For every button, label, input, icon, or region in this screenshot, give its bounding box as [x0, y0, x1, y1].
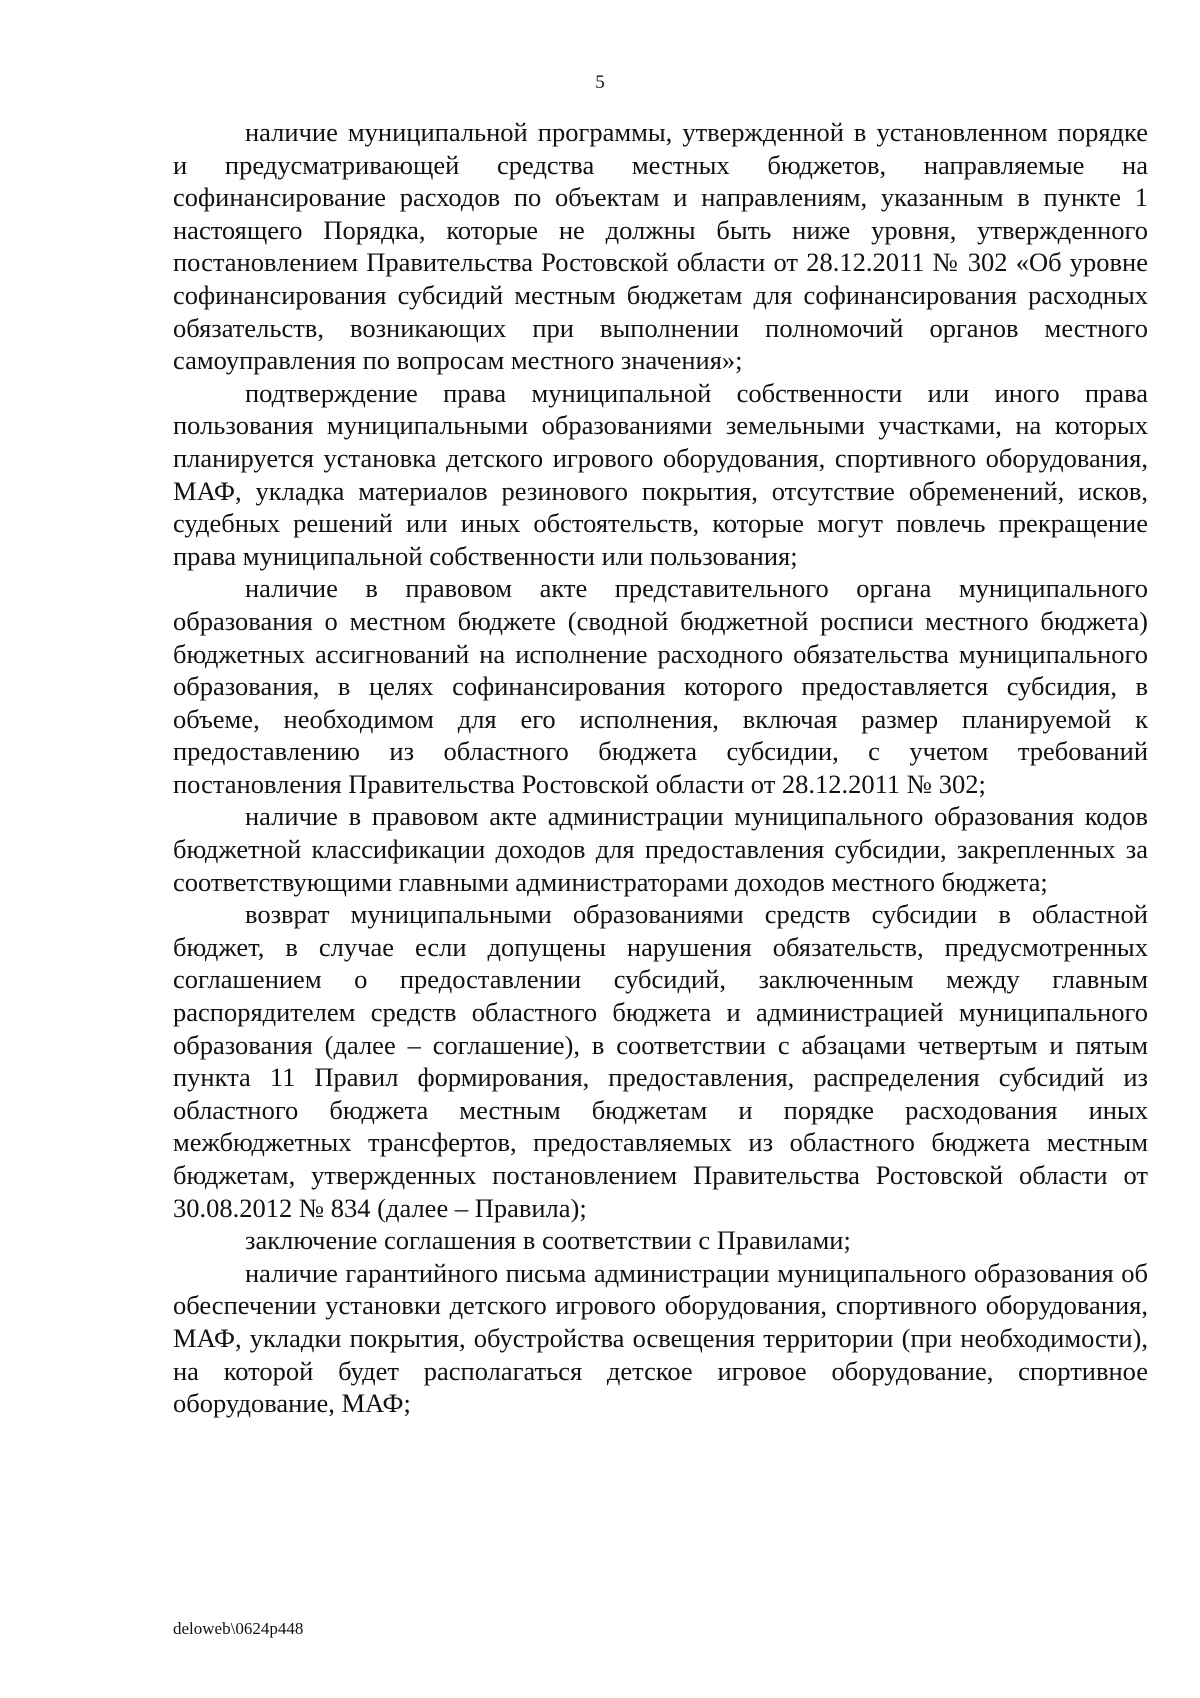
paragraph-budget-classification-codes: наличие в правовом акте администрации муниципального образования кодов бюджетной классификации доходов для предоставления субсидии, закрепленных за соответствующими главными администраторами доходов местного бюджета; [173, 801, 1148, 897]
paragraph-municipal-program: наличие муниципальной программы, утвержденной в установленном порядке и предусматривающей средства местных бюджетов, направляемые на софинансирование расходов по объектам и направлениям, указанным в пункте 1 настоящего Порядка, которые не должны быть ниже уровня, утвержденного постановлением Правительства Ростовской области от 28.12.2011 № 302 «Об уровне софинансирования субсидий местным бюджетам для софинансирования расходных обязательств, возникающих при выполнении полномочий органов местного самоуправления по вопросам местного значения»; [173, 117, 1148, 376]
paragraph-property-rights: подтверждение права муниципальной собственности или иного права пользования муниципальными образованиями земельными участками, на которых планируется установка детского игрового оборудования, спортивного оборудования, МАФ, укладка материалов резинового покрытия, отсутствие обременений, исков, судебных решений или иных обстоятельств, которые могут повлечь прекращение права муниципальной собственности или пользования; [173, 377, 1148, 571]
paragraph-guarantee-letter: наличие гарантийного письма администрации муниципального образования об обеспечении установки детского игрового оборудования, спортивного оборудования, МАФ, укладки покрытия, обустройства освещения территории (при необходимости), на которой будет располагаться детское игровое оборудование, спортивное оборудование, МАФ; [173, 1257, 1148, 1419]
document-body [173, 116, 1148, 1420]
page-number: 5 [595, 72, 605, 93]
paragraph-agreement-conclusion: заключение соглашения в соответствии с Правилами; [245, 1225, 851, 1256]
paragraph-budget-allocations: наличие в правовом акте представительного органа муниципального образования о местном бюджете (сводной бюджетной росписи местного бюджета) бюджетных ассигнований на исполнение расходного обязательства муниципального образования, в целях софинансирования которого предоставляется субсидия, в объеме, необходимом для его исполнения, включая размер планируемой к предоставлению из областного бюджета субсидии, с учетом требований постановления Правительства Ростовской области от 28.12.2011 № 302; [173, 573, 1148, 799]
paragraph-subsidy-return: возврат муниципальными образованиями средств субсидии в областной бюджет, в случае если допущены нарушения обязательств, предусмотренных соглашением о предоставлении субсидий, заключенным между главным распорядителем средств областного бюджета и администрацией муниципального образования (далее – соглашение), в соответствии с абзацами четвертым и пятым пункта 11 Правил формирования, предоставления, распределения субсидий из областного бюджета местным бюджетам и порядке расходования иных межбюджетных трансфертов, предоставляемых из областного бюджета местным бюджетам, утвержденных постановлением Правительства Ростовской области от 30.08.2012 № 834 (далее – Правила); [173, 899, 1148, 1223]
footer-document-code: deloweb\0624p448 [173, 1619, 304, 1638]
